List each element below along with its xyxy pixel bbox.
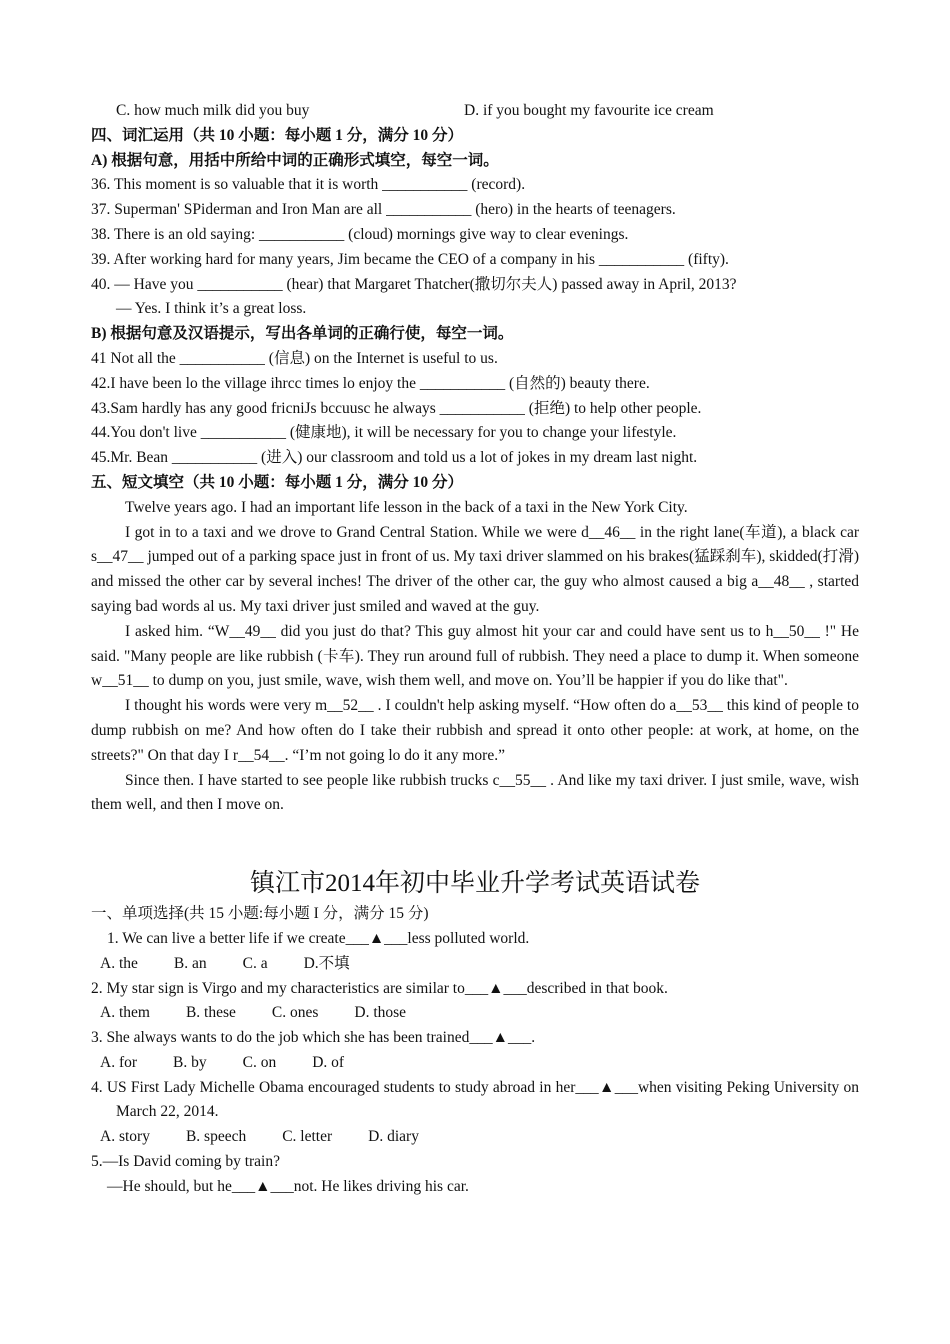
section4-heading: 四、词汇运用（共 10 小题：每小题 1 分，满分 10 分） bbox=[91, 126, 464, 144]
option-c: C. how much milk did you buy bbox=[116, 102, 310, 119]
question-1-option-d: D.不填 bbox=[303, 954, 350, 972]
passage-paragraph-1: Twelve years ago. I had an important life lesson in the back of a taxi in the New York City. bbox=[125, 498, 688, 516]
question-37: 37. Superman' SPiderman and Iron Man are all ___________ (hero) in the hearts of teenagers. bbox=[91, 201, 676, 219]
section5-heading: 五、短文填空（共 10 小题：每小题 1 分，满分 10 分） bbox=[91, 473, 464, 491]
exam-page bbox=[91, 99, 859, 1200]
question-4-option-c: C. letter bbox=[282, 1128, 333, 1146]
question-41: 41 Not all the ___________ (信息) on the Internet is useful to us. bbox=[91, 349, 498, 367]
exam-title: 镇江市2014年初中毕业升学考试英语试卷 bbox=[249, 870, 700, 898]
question-43: 43.Sam hardly has any good fricniJs bccuusc he always ___________ (拒绝) to help other people. bbox=[91, 399, 702, 417]
question-40: 40. — Have you ___________ (hear) that Margaret Thatcher(撒切尔夫人) passed away in April, 2013? bbox=[91, 275, 737, 293]
question-3-option-c: C. on bbox=[242, 1053, 277, 1071]
previous-options-row bbox=[91, 99, 859, 124]
option-d: D. if you bought my favourite ice cream bbox=[464, 102, 714, 119]
question-4-option-d: D. diary bbox=[368, 1128, 419, 1146]
question-44: 44.You don't live ___________ (健康地), it will be necessary for you to change your lifestyle. bbox=[91, 424, 677, 442]
section4-partB-heading: B) 根据句意及汉语提示，写出各单词的正确行使，每空一词。 bbox=[91, 325, 514, 343]
question-1-options bbox=[91, 952, 859, 977]
question-1-option-a: A. the bbox=[100, 954, 138, 972]
question-3-option-a: A. for bbox=[100, 1053, 138, 1071]
question-1-stem: 1. We can live a better life if we create___▲___less polluted world. bbox=[107, 929, 530, 947]
question-42: 42.I have been lo the village ihrcc times lo enjoy the ___________ (自然的) beauty there. bbox=[91, 374, 650, 392]
question-36: 36. This moment is so valuable that it is worth ___________ (record). bbox=[91, 176, 526, 194]
question-1-option-c: C. a bbox=[242, 954, 268, 972]
question-2-option-c: C. ones bbox=[271, 1004, 319, 1022]
passage-paragraph-5: Since then. I have started to see people like rubbish trucks c__55__ . And like my taxi driver. I just smile, wave, wish them well, and then I move on. bbox=[91, 771, 859, 814]
section4-partA-heading: A) 根据句意，用括中所给中词的正确形式填空，每空一词。 bbox=[91, 151, 499, 169]
passage-paragraph-3: I asked him. “W__49__ did you just do that? This guy almost hit your car and could have sent us to h__50__ !" He said. "Many people are like rubbish (卡车). They run around full of rubbish. They need a place to dump it. When someone w__51__ to dump on you, just smile, wave, wish them well, and move on. You’ll be happier if you do like that". bbox=[91, 622, 859, 690]
question-4-stem: 4. US First Lady Michelle Obama encouraged students to study abroad in her___▲___when visiting Peking University on March 22, 2014. bbox=[91, 1078, 859, 1121]
section1-heading: 一、单项选择(共 15 小题:每小题 I 分，满分 15 分) bbox=[91, 905, 429, 923]
question-4-option-b: B. speech bbox=[185, 1128, 247, 1146]
passage-paragraph-4: I thought his words were very m__52__ . I couldn't help asking myself. “How often do a__53__ this kind of people to dump rubbish on me? And how often do I take their rubbish and spread it onto other people: at work, at home, on the streets?" On that day I r__54__. “I’m not going lo do it any more.” bbox=[91, 697, 859, 764]
question-3-options bbox=[91, 1051, 859, 1076]
question-45: 45.Mr. Bean ___________ (进入) our classroom and told us a lot of jokes in my dream last night. bbox=[91, 449, 698, 467]
question-5-stem: 5.—Is David coming by train? bbox=[91, 1153, 280, 1171]
question-4-option-a: A. story bbox=[100, 1128, 150, 1146]
passage-paragraph-2: I got in to a taxi and we drove to Grand Central Station. While we were d__46__ in the right lane(车道), a black car s__47__ jumped out of a parking space just in front of us. My taxi driver slammed on his brakes(猛踩刹车), skidded(打滑) and missed the other car by several inches! The driver of the other car, the guy who almost caused a big a__48__ , started saying bad words al us. My taxi driver just smiled and waved at the guy. bbox=[91, 523, 859, 615]
question-2-stem: 2. My star sign is Virgo and my characteristics are similar to___▲___described in that book. bbox=[91, 979, 668, 997]
question-38: 38. There is an old saying: ___________ (cloud) mornings give way to clear evenings. bbox=[91, 225, 629, 243]
question-39: 39. After working hard for many years, Jim became the CEO of a company in his ___________ (fifty). bbox=[91, 250, 729, 268]
question-2-options bbox=[91, 1001, 859, 1026]
question-5-reply: —He should, but he___▲___not. He likes driving his car. bbox=[107, 1177, 469, 1195]
question-2-option-d: D. those bbox=[354, 1004, 407, 1022]
question-3-stem: 3. She always wants to do the job which she has been trained___▲___. bbox=[91, 1029, 536, 1047]
question-2-option-b: B. these bbox=[185, 1004, 236, 1022]
question-40-reply: — Yes. I think it’s a great loss. bbox=[116, 300, 307, 318]
question-4-options bbox=[91, 1125, 859, 1150]
question-1-option-b: B. an bbox=[173, 954, 207, 972]
question-2-option-a: A. them bbox=[100, 1004, 150, 1022]
question-3-option-d: D. of bbox=[312, 1053, 345, 1071]
question-3-option-b: B. by bbox=[173, 1053, 207, 1071]
